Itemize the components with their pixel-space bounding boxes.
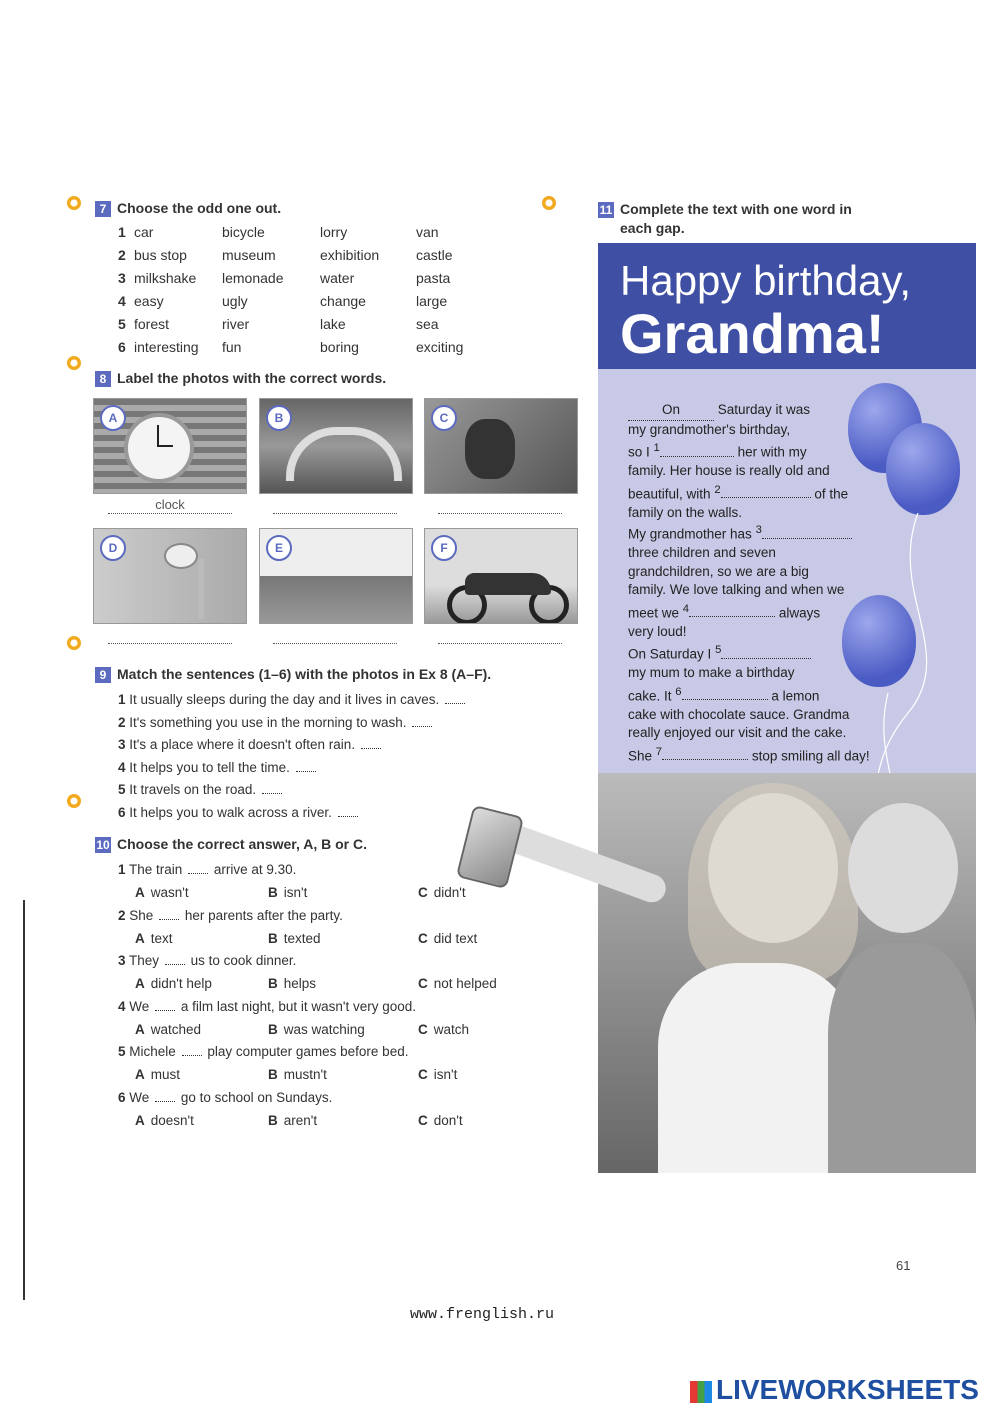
- answer-option-a[interactable]: A text: [135, 930, 173, 946]
- sentence-item: 2 It's something you use in the morning to wash.: [118, 715, 434, 730]
- answer-option-b[interactable]: B aren't: [268, 1112, 318, 1128]
- margin-line: [23, 900, 25, 1300]
- answer-blank[interactable]: [165, 964, 185, 965]
- question-item: 6 We go to school on Sundays.: [118, 1089, 333, 1105]
- gap-7-input[interactable]: [662, 759, 748, 760]
- star-icon: [67, 636, 81, 650]
- footer-url[interactable]: www.frenglish.ru: [410, 1306, 555, 1323]
- answer-field-b[interactable]: [273, 497, 397, 514]
- answer-blank[interactable]: [445, 703, 465, 704]
- word-option[interactable]: water: [320, 270, 355, 286]
- heading-line-1: Happy birthday,: [620, 257, 912, 304]
- item-number: 5: [118, 316, 126, 332]
- answer-option-b[interactable]: B was watching: [268, 1021, 365, 1037]
- selfie-photo: [598, 773, 976, 1173]
- answer-option-b[interactable]: B isn't: [268, 885, 308, 900]
- answer-option-c[interactable]: C didn't: [418, 885, 466, 900]
- gap-2-input[interactable]: [721, 497, 811, 498]
- word-option[interactable]: boring: [320, 339, 359, 355]
- brand-logo: LIVEWORKSHEETS: [690, 1374, 979, 1406]
- photo-label: A: [100, 405, 126, 431]
- word-option[interactable]: bicycle: [222, 224, 265, 240]
- answer-option-c[interactable]: C did text: [418, 930, 478, 946]
- exercise-number: 8: [95, 371, 111, 387]
- answer-option-c[interactable]: C isn't: [418, 1067, 458, 1082]
- photo-shower: [93, 528, 247, 624]
- answer-option-c[interactable]: C not helped: [418, 976, 497, 991]
- photo-label: B: [266, 405, 292, 431]
- paragraph-1: On Saturday it was my grandmother's birthday, so I $^1$ her with my family. Her house is really old and beautiful, with $^2$ of the family on the walls.: [628, 402, 849, 520]
- word-option[interactable]: change: [320, 293, 366, 309]
- word-option[interactable]: lake: [320, 316, 346, 332]
- answer-option-a[interactable]: A didn't help: [135, 976, 212, 991]
- answer-field-f[interactable]: [438, 627, 562, 644]
- word-option[interactable]: lorry: [320, 224, 348, 240]
- item-number: 6: [118, 339, 126, 355]
- star-icon: [67, 196, 81, 210]
- title-banner: [598, 243, 976, 369]
- word-option[interactable]: museum: [222, 247, 276, 263]
- gap-3-input[interactable]: [762, 538, 852, 539]
- answer-field-e[interactable]: [273, 627, 397, 644]
- answer-blank[interactable]: [188, 873, 208, 874]
- item-number: 3: [118, 270, 126, 286]
- photo-label: C: [431, 405, 457, 431]
- sentence-item: 5 It travels on the road.: [118, 782, 284, 797]
- answer-blank[interactable]: [182, 1055, 202, 1056]
- phone-icon: [456, 805, 524, 889]
- answer-field-d[interactable]: [108, 627, 232, 644]
- item-number: 1: [118, 224, 126, 240]
- star-icon: [67, 794, 81, 808]
- answer-option-a[interactable]: A doesn't: [135, 1112, 194, 1128]
- word-option[interactable]: pasta: [416, 270, 451, 286]
- question-item: 5 Michele play computer games before bed.: [118, 1044, 409, 1059]
- photo-bat: [424, 398, 578, 494]
- balloon-icon: [886, 423, 960, 515]
- exercise-number: 7: [95, 201, 111, 217]
- gap-6-input[interactable]: [682, 699, 768, 700]
- word-option[interactable]: interesting: [134, 339, 199, 355]
- exercise-number: 11: [599, 203, 613, 218]
- page-number: 61: [896, 1258, 911, 1273]
- ex11-instruction: 11 Complete the text with one word in each gap.: [599, 201, 852, 236]
- sentence-item: 6 It helps you to walk across a river.: [118, 805, 360, 820]
- photo-label: F: [431, 535, 457, 561]
- word-option[interactable]: fun: [222, 339, 242, 355]
- star-icon: [542, 196, 556, 210]
- word-option[interactable]: large: [416, 293, 448, 309]
- answer-blank[interactable]: [155, 1010, 175, 1011]
- word-option[interactable]: milkshake: [134, 270, 197, 286]
- heading-line-2: Grandma!: [620, 302, 885, 365]
- answer-field-c[interactable]: [438, 497, 562, 514]
- answer-option-a[interactable]: A wasn't: [135, 885, 189, 900]
- answer-option-b[interactable]: B texted: [268, 930, 321, 946]
- word-option[interactable]: river: [222, 316, 250, 332]
- answer-blank[interactable]: [338, 816, 358, 817]
- exercise-number: 10: [96, 838, 110, 853]
- word-option[interactable]: exhibition: [320, 247, 380, 263]
- answer-blank[interactable]: [155, 1101, 175, 1102]
- ex10-instruction: 10 Choose the correct answer, A, B or C.: [96, 836, 367, 853]
- paragraph-3: On Saturday I $^5$ my mum to make a birthday cake. It $^6$ a lemon cake with chocolate sauce. Grandma really enjoyed our visit and the cake. She $^7$ stop smiling all day!: [628, 644, 870, 763]
- answer-option-a[interactable]: A must: [135, 1067, 181, 1082]
- word-option[interactable]: easy: [134, 293, 164, 309]
- sentence-item: 1 It usually sleeps during the day and it lives in caves.: [118, 692, 467, 707]
- word-option[interactable]: ugly: [222, 293, 248, 309]
- word-option[interactable]: lemonade: [222, 270, 284, 286]
- word-option[interactable]: sea: [416, 316, 439, 332]
- question-item: 3 They us to cook dinner.: [118, 953, 297, 968]
- photo-label: E: [266, 535, 292, 561]
- gap-5-input[interactable]: [721, 658, 811, 659]
- exercise-number: 9: [95, 667, 111, 683]
- answer-blank[interactable]: [361, 748, 381, 749]
- answer-option-b[interactable]: B helps: [268, 976, 317, 991]
- ex9-instruction: 9 Match the sentences (1–6) with the photos in Ex 8 (A–F).: [95, 666, 491, 683]
- question-item: 2 She her parents after the party.: [118, 907, 343, 923]
- gap-4-input[interactable]: [689, 616, 775, 617]
- gap-1-input[interactable]: [660, 456, 734, 457]
- word-option[interactable]: car: [134, 224, 154, 240]
- answer-blank[interactable]: [159, 919, 179, 920]
- item-number: 2: [118, 247, 126, 263]
- star-icon: [67, 356, 81, 370]
- answer-option-c[interactable]: C don't: [418, 1112, 463, 1128]
- word-option[interactable]: forest: [134, 316, 170, 332]
- question-item: 4 We a film last night, but it wasn't very good.: [118, 998, 417, 1014]
- example-gap: On: [628, 401, 714, 421]
- sentence-item: 3 It's a place where it doesn't often rain.: [118, 737, 383, 752]
- word-option[interactable]: van: [416, 224, 439, 240]
- ex7-instruction: 7 Choose the odd one out.: [95, 200, 281, 217]
- word-option[interactable]: castle: [416, 247, 453, 263]
- answer-option-c[interactable]: C watch: [418, 1021, 470, 1037]
- brand-icon: [690, 1381, 712, 1403]
- answer-blank[interactable]: [262, 793, 282, 794]
- answer-blank[interactable]: [412, 726, 432, 727]
- word-option[interactable]: bus stop: [134, 247, 187, 263]
- photo-clock: [93, 398, 247, 494]
- photo-label: D: [100, 535, 126, 561]
- paragraph-2: My grandmother has $^3$ three children and seven grandchildren, so we are a big family. We love talking and when we meet we $^4$ always very loud!: [628, 521, 888, 641]
- photo-motorbike: [424, 528, 578, 624]
- answer-field-a[interactable]: clock: [108, 497, 232, 514]
- item-number: 4: [118, 293, 126, 309]
- word-option[interactable]: exciting: [416, 339, 464, 355]
- sentence-item: 4 It helps you to tell the time.: [118, 760, 318, 775]
- photo-bridge: [259, 398, 413, 494]
- answer-option-a[interactable]: A watched: [135, 1021, 202, 1037]
- answer-option-b[interactable]: B mustn't: [268, 1067, 327, 1082]
- birthday-panel: [598, 243, 976, 1173]
- ex8-instruction: 8 Label the photos with the correct words.: [95, 370, 386, 387]
- photo-desert: [259, 528, 413, 624]
- answer-blank[interactable]: [296, 771, 316, 772]
- question-item: 1 The train arrive at 9.30.: [118, 862, 297, 877]
